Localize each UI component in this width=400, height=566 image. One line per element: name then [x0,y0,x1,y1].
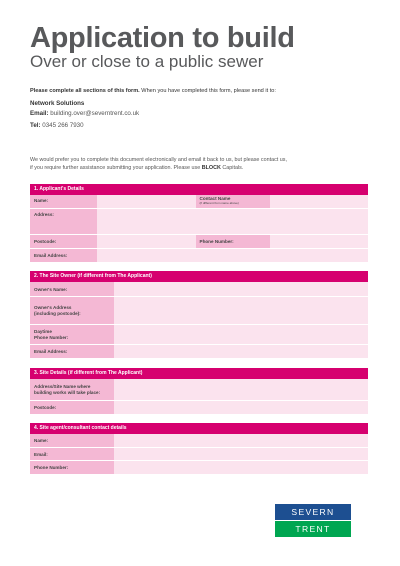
agent-phone-field[interactable] [114,461,368,474]
daytime-phone-field[interactable] [114,325,368,344]
logo-bottom-text: TRENT [275,521,351,537]
applicant-details-section [30,184,368,263]
site-address-field[interactable] [114,379,368,400]
contact-tel-value: 0345 266 7930 [40,122,84,129]
email-label: Email Address: [30,249,97,262]
form-row [30,249,368,263]
phone-label: Phone Number: [196,235,270,248]
contact-name-label-text: Contact Name [199,196,231,201]
note-line-2-post: Capitals. [220,165,244,171]
intro-text [30,87,370,95]
contact-block [30,99,139,131]
section-heading: 1. Applicant's Details [30,184,368,195]
section-heading: 4. Site agent/consultant contact details [30,423,368,434]
agent-email-field[interactable] [114,448,368,460]
intro-bold: Please complete all sections of this form. [30,88,140,94]
site-postcode-label: Postcode: [30,401,114,414]
agent-name-field[interactable] [114,434,368,447]
agent-email-label: Email: [30,448,114,460]
form-row [30,325,368,345]
owner-address-label-line-2: (including postcode): [34,311,81,316]
address-field[interactable] [97,209,368,234]
contact-org: Network Solutions [30,100,85,107]
form-row [30,282,368,297]
email-field[interactable] [97,249,368,262]
address-label: Address: [30,209,97,234]
contact-email-link[interactable]: building.over@severntrent.co.uk [48,109,140,117]
daytime-phone-label [30,325,114,344]
agent-phone-label: Phone Number: [30,461,114,474]
contact-name-sublabel: (if different from name above) [199,201,239,205]
form-row [30,195,368,209]
contact-name-field[interactable] [270,195,369,208]
form-row [30,209,368,235]
site-address-label-line-1: Address/Site Name where [34,384,91,389]
form-row [30,461,368,475]
form-row [30,235,368,249]
daytime-phone-label-line-1: Daytime [34,329,52,334]
page-subtitle: Over or close to a public sewer [30,52,264,71]
note-line-2-pre: if you require further assistance submitting your application. Please use [30,165,202,171]
intro-rest: When you have completed this form, please send it to: [139,88,276,94]
note-line-2 [30,164,370,172]
owner-address-label-line-1: Owner's Address [34,305,72,310]
contact-tel-label: Tel: [30,122,41,129]
instructions-note [30,156,370,172]
section-heading: 3. Site Details (if different from The Applicant) [30,368,368,379]
contact-name-label [196,195,270,208]
site-details-section [30,368,368,415]
site-owner-section [30,271,368,359]
page-title: Application to build [30,22,295,54]
postcode-field[interactable] [97,235,196,248]
owner-email-label: Email Address: [30,345,114,358]
name-label: Name: [30,195,97,208]
postcode-label: Postcode: [30,235,97,248]
section-heading: 2. The Site Owner (if different from The Applicant) [30,271,368,282]
contact-email-label: Email: [30,109,49,117]
form-row [30,297,368,325]
contact-tel-row [30,121,139,131]
owner-address-label [30,297,114,324]
phone-field[interactable] [270,235,369,248]
daytime-phone-label-line-2: Phone Number: [34,335,69,340]
logo-top-text: SEVERN [275,504,351,520]
contact-email-row [30,109,139,119]
form-row [30,379,368,401]
owner-name-label: Owner's Name: [30,282,114,296]
site-address-label [30,379,114,400]
form-row [30,345,368,359]
site-agent-section [30,423,368,475]
owner-email-field[interactable] [114,345,368,358]
form-row [30,401,368,415]
agent-name-label: Name: [30,434,114,447]
owner-name-field[interactable] [114,282,368,296]
name-field[interactable] [97,195,196,208]
owner-address-field[interactable] [114,297,368,324]
site-address-label-line-2: building works will take place: [34,390,101,395]
severn-trent-logo [275,504,351,537]
form-row [30,448,368,461]
note-line-1: We would prefer you to complete this document electronically and email it back to us, but please contact us, [30,157,287,163]
form-row [30,434,368,448]
site-postcode-field[interactable] [114,401,368,414]
note-line-2-bold: BLOCK [201,165,221,171]
